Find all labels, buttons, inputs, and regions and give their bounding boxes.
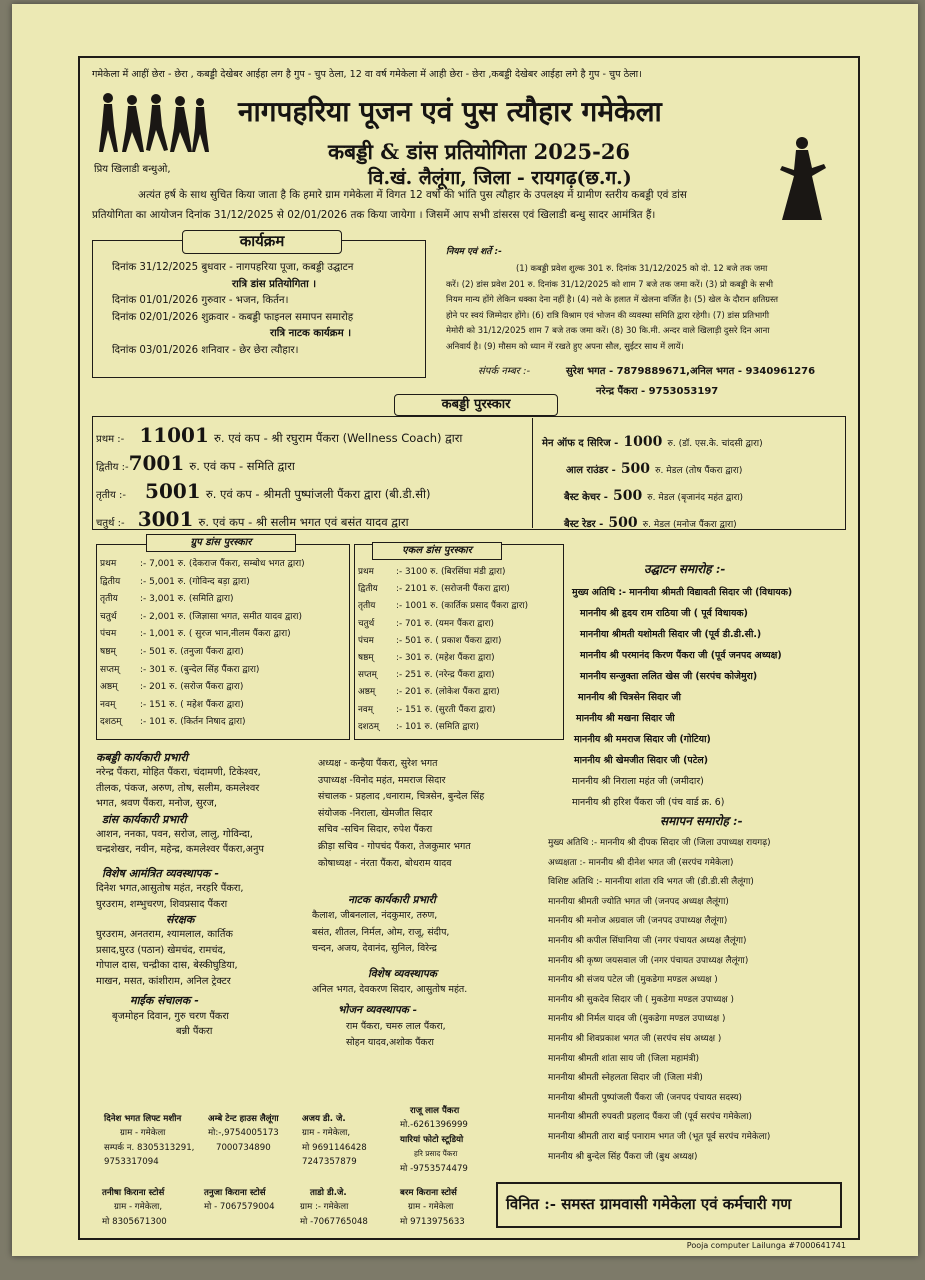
committee-line: अनिल भगत, देवकरण सिदार, आसुतोष महंत. xyxy=(312,984,468,996)
sponsor-card: तनीषा किराना स्टोर्स ग्राम - गमेकेला, मो 8305671300 xyxy=(102,1188,167,1227)
group-dance-row: द्वितीय :- 5,001 रु. (गोविन्द बड़ा द्वारा) xyxy=(100,576,250,587)
committee-heading: संरक्षक xyxy=(166,913,195,927)
rules-line: होने पर स्वयं जिम्मेदार होंगे। (6) रात्रि विश्राम एवं भोजन की व्यवस्था समिति द्वारा रहेगी। (7) डांस प्रतिभागी xyxy=(446,309,770,320)
special-award-row: मेन ऑफ द सिरिज - 1000 रु. (डॉ. एस.के. चांदसी द्वारा) xyxy=(542,434,763,450)
rules-text xyxy=(446,261,778,355)
special-award-row: आल राउंडर - 500 रु. मेडल (तोष पैंकरा द्वारा) xyxy=(566,461,743,477)
group-dance-title: ग्रुप डांस पुरस्कार xyxy=(146,534,296,552)
committee-middle xyxy=(318,756,484,872)
vinit-text: विनित :- समस्त ग्रामवासी गमेकेला एवं कर्मचारी गण xyxy=(506,1195,792,1213)
special-award-row: बैस्ट रेडर - 500 रु. मेडल (मनोज पैंकरा द्वारा) xyxy=(564,515,737,531)
committee-heading: डांस कार्यकारी प्रभारी xyxy=(102,812,187,826)
office-bearer-row: कोषाध्यक्ष - नंरता पैंकरा, बोधराम यादव xyxy=(318,857,452,869)
solo-dance-row: दशठम् :- 101 रु. (समिति द्वारा) xyxy=(358,721,480,732)
closing-row: माननीय श्री संजय पटेल जी (मुकडेगा मण्डल अध्यक्ष ) xyxy=(548,975,718,986)
program-row: दिनांक 02/01/2026 शुक्रवार - कबड्डी फाइनल समापन समारोह xyxy=(112,311,354,323)
sponsor-card: तनुजा किराना स्टोर्स मो - 7067579004 xyxy=(204,1188,275,1213)
solo-dance-row: पंचम :- 501 रु. ( प्रकाश पैंकरा द्वारा) xyxy=(358,635,502,646)
closing-row: माननीया श्रीमती ज्योति भगत जी (जनपद अध्यक्ष लैलूंगा) xyxy=(548,896,729,907)
committee-line: बसंत, शीतल, निर्मल, ओम, राजू, संदीप, xyxy=(312,926,450,938)
top-line: गमेकेला में आहीं छेरा - छेरा , कबड्डी देखेबर आईहा लग है गुप - चुप ठेला, 12 वा वर्ष गमेकेला में आही छेरा - छेरा ,कबड्डी देखेबर आईहा लगे है गुप - चुप ठेला। xyxy=(92,69,642,80)
office-bearer-row: क्रीड़ा सचिव - गोपचंद पैंकरा, तेजकुमार भगत xyxy=(318,840,471,852)
committee-line: राम पैंकरा, चमरु लाल पैंकरा, xyxy=(346,1020,446,1032)
kabaddi-special-list xyxy=(542,428,763,536)
inauguration-row: माननीय श्री खेमजीत सिदार जी (पटेल) xyxy=(574,755,709,766)
rules-line: अनिवार्य है। (9) मौसम को ध्यान में रखते हुए अपना सौल, सुईटर साथ में लायें। xyxy=(446,340,684,351)
group-dance-list xyxy=(100,556,305,732)
solo-dance-row: द्वितीय :- 2101 रु. (सरोजनी पैंकरा द्वारा) xyxy=(358,584,510,595)
closing-list xyxy=(548,834,771,1167)
kabaddi-title: कबड्डी पुरस्कार xyxy=(394,394,558,416)
program-row: दिनांक 03/01/2026 शनिवार - छेर छेरा त्यौहार। xyxy=(112,344,299,356)
committee-line: घुरउराम, अनतराम, श्यामलाल, कार्तिक xyxy=(96,929,233,941)
closing-row: माननीय श्री कपील सिंघानिया जी (नगर पंचायत अध्यक्ष लैलूंगा) xyxy=(548,935,747,946)
committee-line: बन्नी पैंकरा xyxy=(176,1025,213,1037)
committee-heading: विशेष व्यवस्थापक xyxy=(368,967,437,980)
inauguration-row: माननीय श्री हरिश पैंकरा जी (पंच वार्ड क्र. 6) xyxy=(572,797,725,808)
closing-row: माननीया श्रीमती स्नेहलता सिदार जी (जिला मंत्री) xyxy=(548,1073,703,1084)
sponsor-card: राजू लाल पैंकरा मो.-6261396999 यारियां फोटो स्टूडियो हरि प्रसाद पैंकरा मो -9753574479 xyxy=(400,1106,468,1174)
greeting: प्रिय खिलाडी बन्धुओ, xyxy=(94,164,171,175)
office-bearer-row: उपाध्यक्ष -विनोद महंत, ममराज सिदार xyxy=(318,774,446,786)
closing-row: माननीया श्रीमती तारा बाई पनाराम भगत जी (भूत पूर्व सरपंच गमेकेला) xyxy=(548,1131,771,1142)
kabaddi-prize-list xyxy=(96,422,462,534)
solo-dance-row: प्रथम :- 3100 रु. (बिरसिंघा मंडी द्वारा) xyxy=(358,567,506,577)
committee-line: आशन, ननका, पवन, सरोज, लालु, गोविन्दा, xyxy=(96,829,253,841)
rules-line: (1) कबड्डी प्रवेश शुल्क 301 रु. दिनांक 31/12/2025 को दो. 12 बजे तक जमा xyxy=(516,263,768,273)
committee-line: नरेन्द्र पैंकरा, मोहित पैंकरा, चंदामणी, टिकेश्वर, xyxy=(96,767,261,779)
group-dance-row: दशठम् :- 101 रु. (किर्तन निषाद द्वारा) xyxy=(100,717,246,728)
footer-credit: Pooja computer Lailunga #7000641741 xyxy=(686,1241,846,1250)
closing-row: माननीय श्री निर्मल यादव जी (मुकडेगा मण्डल उपाध्यक्ष ) xyxy=(548,1014,726,1025)
committee-line: घुरउराम, शम्भुचरण, शिवप्रसाद पैंकरा xyxy=(96,898,228,910)
closing-row: माननीय श्री कृष्ण जयसवाल जी (नगर पंचायत उपाध्यक्ष लैलूंगा) xyxy=(548,955,749,966)
sponsor-card: ताडो डी.जे. ग्राम :- गमेकेला मो -7067765048 xyxy=(300,1188,368,1227)
inauguration-row: माननीय श्री ममराज सिदार जी (गोटिया) xyxy=(574,734,711,745)
committee-line: बृजमोहन दिवान, गुरु चरण पैंकरा xyxy=(112,1010,229,1022)
inauguration-row: माननीय श्री मखना सिदार जी xyxy=(576,713,675,724)
sponsor-card: बरम किराना स्टोर्स ग्राम - गमेकेला मो 9713975633 xyxy=(400,1188,465,1227)
title-location: वि.खं. लैलूंगा, जिला - रायगढ़(छ.ग.) xyxy=(368,167,632,189)
dancer-illustration xyxy=(772,134,832,226)
committee-line: चन्दन, अजय, देवानंद, सुनिल, विरेन्द्र xyxy=(312,943,437,955)
committee-line: भगत, श्रवण पैंकरा, मनोज, सुरज, xyxy=(96,798,218,810)
rules-title: नियम एवं शर्ते :- xyxy=(446,247,502,257)
closing-row: विशिष्ट अतिथि :- माननीया शांता रवि भगत जी (डी.डी.सी लैलूंगा) xyxy=(548,877,754,888)
committee-line: कैलाश, जीबनलाल, नंदकुमार, तरुण, xyxy=(312,910,438,922)
special-award-row: बैस्ट केचर - 500 रु. मेडल (बृजानंद महंत द्वारा) xyxy=(564,488,744,504)
solo-dance-row: अष्ठम् :- 201 रु. (लोकेश पैंकरा द्वारा) xyxy=(358,687,500,698)
inauguration-row: माननीय श्री निराला महंत जी (जमीदार) xyxy=(572,776,704,787)
contact-line-1: सुरेश भगत - 7879889671,अनिल भगत - 9340961276 xyxy=(566,366,816,377)
committee-heading: नाटक कार्यकारी प्रभारी xyxy=(348,894,436,906)
solo-dance-row: नवम् :- 151 रु. (सुरती पैंकरा द्वारा) xyxy=(358,704,496,715)
committee-line: प्रसाद,घुरउ (पठान) खेमचंद, रामचंद, xyxy=(96,944,226,956)
program-row: रात्रि डांस प्रतियोगिता । xyxy=(232,278,317,290)
title-competition: कबड्डी & डांस प्रतियोगिता 2025-26 xyxy=(328,139,631,164)
committee-line: माखन, मसत, कांशीराम, अनिल ट्रेक्टर xyxy=(96,975,231,987)
committee-left xyxy=(96,750,264,1039)
inauguration-list xyxy=(572,582,792,813)
group-dance-row: तृतीय :- 3,001 रु. (समिति द्वारा) xyxy=(100,594,234,605)
solo-dance-row: षष्ठम् :- 301 रु. (महेश पैंकरा द्वारा) xyxy=(358,653,495,664)
solo-dance-list xyxy=(358,564,528,736)
intro-line-2: प्रतियोगिता का आयोजन दिनांक 31/12/2025 से 02/01/2026 तक किया जायेगा । जिसमें आप सभी डांसरस एवं खिलाडी बन्धु सादर आमंत्रित हैं। xyxy=(92,209,656,221)
solo-dance-row: चतुर्थ :- 701 रु. (यमन पैंकरा द्वारा) xyxy=(358,618,494,629)
sponsor-card: अजय डी. जे. ग्राम - गमेकेला, मो 9691146428 7247357879 xyxy=(302,1114,367,1168)
office-bearer-row: संयोजक -निराला, खेमजीत सिदार xyxy=(318,807,433,819)
closing-row: अध्यक्षता :- माननीय श्री दीनेश भगत जी (सरपंच गमेकेला) xyxy=(548,857,734,868)
kabaddi-prize-row: चतुर्थ :- 3001 रु. एवं कप - श्री सलीम भगत एवं बसंत यादव द्वारा xyxy=(96,507,409,531)
solo-dance-title: एकल डांस पुरस्कार xyxy=(372,542,502,560)
program-title: कार्यक्रम xyxy=(182,230,342,254)
closing-row: माननीय श्री बुन्देल सिंह पैंकरा जी (बुथ अध्यक्ष) xyxy=(548,1151,698,1162)
rules-line: करें। (2) डांस प्रवेश 201 रु. दिनांक 31/12/2025 को शाम 7 बजे तक जमा करें। (3) प्रो कबड्डी के सभी xyxy=(446,278,773,289)
inauguration-row: माननीय श्री परमानंद किरण पैंकरा जी (पूर्व जनपद अध्यक्ष) xyxy=(580,650,782,661)
group-dance-row: षष्ठम् :- 501 रु. (तनुजा पैंकरा द्वारा) xyxy=(100,646,244,657)
closing-row: माननीया श्रीमती रुपवती प्रहलाद पैंकरा जी (पूर्व सरपंच गमेकेला) xyxy=(548,1112,752,1123)
group-dance-row: सप्तम् :- 301 रु. (बुन्देल सिंह पैंकरा द्वारा) xyxy=(100,664,260,675)
office-bearer-row: संचालक - प्रहलाद ,धनाराम, चित्रसेन, बुन्देल सिंह xyxy=(318,791,485,803)
dancers-illustration xyxy=(94,90,212,156)
sponsor-card: दिनेश भगत लिफ्ट मशीन ग्राम - गमेकेला सम्पर्क न. 8305313291, 9753317094 xyxy=(104,1114,195,1168)
contact-line-2: नरेन्द्र पैंकरा - 9753053197 xyxy=(596,386,719,397)
closing-row: माननीय श्री शिवप्रकाश भगत जी (सरपंच संघ अध्यक्ष ) xyxy=(548,1033,722,1044)
committee-heading: भोजन व्यवस्थापक - xyxy=(338,1004,417,1017)
group-dance-row: प्रथम :- 7,001 रु. (देकराज पैंकरा, सम्बोध भगत द्वारा) xyxy=(100,559,305,569)
poster-sheet xyxy=(12,4,918,1256)
rules-line: मेमोरी को 31/12/2025 शाम 7 बजे तक जमा करें। (8) 30 कि.मी. अन्दर वाले खिलाड़ी दुसरे दिन आना xyxy=(446,325,770,336)
sponsor-card: अम्बे टेन्ट हाउस लैलूंगा मो:-,9754005173 7000734890 xyxy=(208,1114,279,1153)
kabaddi-prize-row: द्वितीय :-7001 रु. एवं कप - समिति द्वारा xyxy=(96,451,295,475)
inauguration-row: माननीया श्रीमती यशोमती सिदार जी (पूर्व डी.डी.सी.) xyxy=(580,629,762,640)
committee-line: दिनेश भगत,आसुतोष महंत, नरहरि पैंकरा, xyxy=(96,883,244,895)
closing-row: माननीया श्रीमती पुष्पांजली पैंकरा जी (जनपद पंचायत सदस्य) xyxy=(548,1092,742,1103)
intro-line-1: अत्यंत हर्ष के साथ सुचित किया जाता है कि हमारे ग्राम गमेकेला में विगत 12 वर्षो की भांति पुस त्यौहार के उपलक्ष्य में ग्रामीण स्तरीय कबड्डी एवं डांस xyxy=(138,189,687,201)
committee-line: सोहन यादव,अशोक पैंकरा xyxy=(346,1037,434,1049)
closing-row: मुख्य अतिथि :- माननीय श्री दीपक सिदार जी (जिला उपाध्यक्ष रायगढ़) xyxy=(548,838,771,848)
committee-heading: माईक संचालक - xyxy=(130,994,199,1008)
committee-heading: कबड्डी कार्यकारी प्रभारी xyxy=(96,751,188,764)
committee-line: गोपाल दास, चन्द्रीका दास, बेस्कीघुडिया, xyxy=(96,960,238,972)
closing-row: माननीय श्री सुकदेव सिदार जी ( मुकडेगा मण्डल उपाध्यक्ष ) xyxy=(548,994,734,1005)
program-row: दिनांक 31/12/2025 बुधवार - नागपहरिया पूजा, कबड्डी उद्घाटन xyxy=(112,262,354,273)
rules-line: नियम मान्य होंगे लेकिन धक्का देना नहीं है। (4) नशे के हलात में खेलना वर्जित है। (5) खेल के दौरान क्षतिग्रस्त xyxy=(446,294,779,305)
committee-line: तीलक, पंकज, अरुण, तोष, सलीम, कमलेश्वर xyxy=(96,782,260,794)
office-bearer-row: सचिव -सचिन सिदार, रुपेश पैंकरा xyxy=(318,824,433,836)
solo-dance-row: तृतीय :- 1001 रु. (कार्तिक प्रसाद पैंकरा द्वारा) xyxy=(358,601,529,612)
inauguration-row: माननीय श्री हृदय राम राठिया जी ( पूर्व विधायक) xyxy=(580,608,748,619)
title-main: नागपहरिया पूजन एवं पुस त्यौहार गमेकेला xyxy=(238,95,662,128)
closing-title: समापन समारोह :- xyxy=(660,814,743,828)
committee-line: चन्द्रशेखर, नवीन, महेन्द्र, कमलेश्वर पैंकरा,अनुप xyxy=(96,844,264,856)
inauguration-title: उद्घाटन समारोह :- xyxy=(644,562,726,576)
office-bearer-row: अध्यक्ष - कन्हैया पैंकरा, सुरेश भगत xyxy=(318,758,438,769)
group-dance-row: नवम् :- 151 रु. ( महेश पैंकरा द्वारा) xyxy=(100,699,244,710)
committee-heading: विशेष आमंत्रित व्यवस्थापक - xyxy=(102,866,219,880)
closing-row: माननीय श्री मनोज अग्रवाल जी (जनपद उपाध्यक्ष लैलूंगा) xyxy=(548,916,728,927)
inauguration-row: माननीय सन्जुक्ता ललित खेस जी (सरपंच कोजेमुरा) xyxy=(580,671,758,682)
group-dance-row: अष्ठम् :- 201 रु. (सरोज पैंकरा द्वारा) xyxy=(100,682,244,693)
closing-row: माननीया श्रीमती शांता साय जी (जिला महामंत्री) xyxy=(548,1053,700,1064)
program-list xyxy=(112,260,353,359)
program-row: दिनांक 01/01/2026 गुरुवार - भजन, किर्तन। xyxy=(112,295,289,306)
group-dance-row: पंचम :- 1,001 रु. ( सुरज भान,नीलम पैंकरा द्वारा) xyxy=(100,629,291,640)
contact-label: संपर्क नम्बर :- xyxy=(478,366,531,377)
kabaddi-prize-row: प्रथम :- 11001 रु. एवं कप - श्री रघुराम पैंकरा (Wellness Coach) द्वारा xyxy=(96,423,463,447)
inauguration-row: माननीय श्री चित्रसेन सिदार जी xyxy=(578,692,681,703)
program-row: रात्रि नाटक कार्यक्रम । xyxy=(270,328,352,339)
inauguration-row: मुख्य अतिथि :- माननीया श्रीमती विद्यावती सिदार जी (विधायक) xyxy=(572,587,793,598)
natak-committee xyxy=(312,892,467,1052)
kabaddi-prize-row: तृतीय :- 5001 रु. एवं कप - श्रीमती पुष्पांजली पैंकरा द्वारा (बी.डी.सी) xyxy=(96,479,431,503)
solo-dance-row: सप्तम् :- 251 रु. (नरेन्द्र पैंकरा द्वारा) xyxy=(358,670,495,681)
group-dance-row: चतुर्थ :- 2,001 रु. (जिज्ञासा भगत, समीत यादव द्वारा) xyxy=(100,611,303,622)
